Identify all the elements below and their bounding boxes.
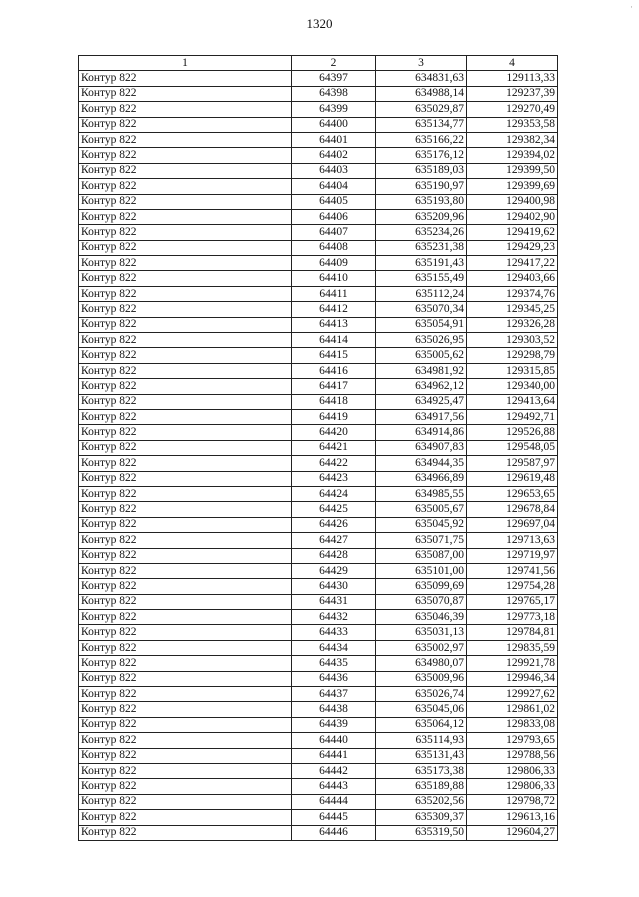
y-coordinate-cell: 129429,23 [467, 240, 558, 255]
table-row [79, 656, 558, 671]
point-number-cell: 64414 [292, 333, 376, 348]
x-coordinate-cell: 634988,14 [376, 86, 467, 101]
contour-name-cell: Контур 822 [79, 209, 292, 224]
y-coordinate-cell: 129788,56 [467, 748, 558, 763]
table-row [79, 810, 558, 825]
corner-mark: · [630, 2, 633, 12]
x-coordinate-cell: 634944,35 [376, 456, 467, 471]
y-coordinate-cell: 129492,71 [467, 409, 558, 424]
x-coordinate-cell: 635070,87 [376, 594, 467, 609]
contour-name-cell: Контур 822 [79, 286, 292, 301]
contour-name-cell: Контур 822 [79, 302, 292, 317]
point-number-cell: 64401 [292, 132, 376, 147]
y-coordinate-cell: 129835,59 [467, 640, 558, 655]
y-coordinate-cell: 129946,34 [467, 671, 558, 686]
table-row [79, 209, 558, 224]
column-header-3: 3 [376, 56, 467, 71]
contour-name-cell: Контур 822 [79, 71, 292, 86]
contour-name-cell: Контур 822 [79, 794, 292, 809]
contour-name-cell: Контур 822 [79, 563, 292, 578]
table-row [79, 640, 558, 655]
contour-name-cell: Контур 822 [79, 625, 292, 640]
contour-name-cell: Контур 822 [79, 132, 292, 147]
y-coordinate-cell: 129806,33 [467, 763, 558, 778]
x-coordinate-cell: 634966,89 [376, 471, 467, 486]
table-row [79, 563, 558, 578]
y-coordinate-cell: 129413,64 [467, 394, 558, 409]
x-coordinate-cell: 635202,56 [376, 794, 467, 809]
point-number-cell: 64434 [292, 640, 376, 655]
point-number-cell: 64443 [292, 779, 376, 794]
y-coordinate-cell: 129604,27 [467, 825, 558, 840]
table-row [79, 625, 558, 640]
contour-name-cell: Контур 822 [79, 333, 292, 348]
y-coordinate-cell: 129399,69 [467, 179, 558, 194]
table-row [79, 117, 558, 132]
y-coordinate-cell: 129754,28 [467, 579, 558, 594]
table-row [79, 409, 558, 424]
x-coordinate-cell: 635045,92 [376, 517, 467, 532]
x-coordinate-cell: 634907,83 [376, 440, 467, 455]
y-coordinate-cell: 129400,98 [467, 194, 558, 209]
x-coordinate-cell: 634831,63 [376, 71, 467, 86]
point-number-cell: 64412 [292, 302, 376, 317]
x-coordinate-cell: 635005,67 [376, 502, 467, 517]
point-number-cell: 64446 [292, 825, 376, 840]
point-number-cell: 64428 [292, 548, 376, 563]
table-row [79, 286, 558, 301]
x-coordinate-cell: 635193,80 [376, 194, 467, 209]
y-coordinate-cell: 129765,17 [467, 594, 558, 609]
coordinates-table [78, 55, 558, 841]
contour-name-cell: Контур 822 [79, 425, 292, 440]
table-row [79, 394, 558, 409]
table-row [79, 271, 558, 286]
table-row [79, 763, 558, 778]
table-row [79, 702, 558, 717]
y-coordinate-cell: 129741,56 [467, 563, 558, 578]
contour-name-cell: Контур 822 [79, 733, 292, 748]
x-coordinate-cell: 635319,50 [376, 825, 467, 840]
y-coordinate-cell: 129793,65 [467, 733, 558, 748]
contour-name-cell: Контур 822 [79, 240, 292, 255]
x-coordinate-cell: 635101,00 [376, 563, 467, 578]
y-coordinate-cell: 129784,81 [467, 625, 558, 640]
y-coordinate-cell: 129298,79 [467, 348, 558, 363]
x-coordinate-cell: 635131,43 [376, 748, 467, 763]
table-row [79, 440, 558, 455]
x-coordinate-cell: 635190,97 [376, 179, 467, 194]
point-number-cell: 64411 [292, 286, 376, 301]
y-coordinate-cell: 129353,58 [467, 117, 558, 132]
y-coordinate-cell: 129345,25 [467, 302, 558, 317]
contour-name-cell: Контур 822 [79, 579, 292, 594]
table-row [79, 71, 558, 86]
point-number-cell: 64435 [292, 656, 376, 671]
point-number-cell: 64416 [292, 363, 376, 378]
table-row [79, 194, 558, 209]
y-coordinate-cell: 129833,08 [467, 717, 558, 732]
point-number-cell: 64441 [292, 748, 376, 763]
table-row [79, 86, 558, 101]
x-coordinate-cell: 635005,62 [376, 348, 467, 363]
point-number-cell: 64422 [292, 456, 376, 471]
contour-name-cell: Контур 822 [79, 656, 292, 671]
point-number-cell: 64415 [292, 348, 376, 363]
contour-name-cell: Контур 822 [79, 779, 292, 794]
contour-name-cell: Контур 822 [79, 440, 292, 455]
table-row [79, 317, 558, 332]
x-coordinate-cell: 634980,07 [376, 656, 467, 671]
y-coordinate-cell: 129619,48 [467, 471, 558, 486]
contour-name-cell: Контур 822 [79, 194, 292, 209]
table-row [79, 163, 558, 178]
table-row [79, 102, 558, 117]
point-number-cell: 64405 [292, 194, 376, 209]
table-row [79, 548, 558, 563]
table-header-row [79, 56, 558, 71]
page-number: 1320 [306, 16, 333, 31]
x-coordinate-cell: 634925,47 [376, 394, 467, 409]
y-coordinate-cell: 129399,50 [467, 163, 558, 178]
x-coordinate-cell: 635189,88 [376, 779, 467, 794]
y-coordinate-cell: 129403,66 [467, 271, 558, 286]
x-coordinate-cell: 635234,26 [376, 225, 467, 240]
x-coordinate-cell: 635029,87 [376, 102, 467, 117]
x-coordinate-cell: 635189,03 [376, 163, 467, 178]
x-coordinate-cell: 635045,06 [376, 702, 467, 717]
point-number-cell: 64406 [292, 209, 376, 224]
y-coordinate-cell: 129402,90 [467, 209, 558, 224]
table-row [79, 610, 558, 625]
x-coordinate-cell: 635099,69 [376, 579, 467, 594]
contour-name-cell: Контур 822 [79, 717, 292, 732]
contour-name-cell: Контур 822 [79, 748, 292, 763]
y-coordinate-cell: 129653,65 [467, 486, 558, 501]
x-coordinate-cell: 634914,86 [376, 425, 467, 440]
x-coordinate-cell: 635087,00 [376, 548, 467, 563]
point-number-cell: 64410 [292, 271, 376, 286]
y-coordinate-cell: 129697,04 [467, 517, 558, 532]
point-number-cell: 64404 [292, 179, 376, 194]
contour-name-cell: Контур 822 [79, 548, 292, 563]
y-coordinate-cell: 129806,33 [467, 779, 558, 794]
x-coordinate-cell: 635031,13 [376, 625, 467, 640]
point-number-cell: 64431 [292, 594, 376, 609]
contour-name-cell: Контур 822 [79, 671, 292, 686]
x-coordinate-cell: 635064,12 [376, 717, 467, 732]
table-row [79, 379, 558, 394]
contour-name-cell: Контур 822 [79, 456, 292, 471]
y-coordinate-cell: 129678,84 [467, 502, 558, 517]
contour-name-cell: Контур 822 [79, 810, 292, 825]
contour-name-cell: Контур 822 [79, 379, 292, 394]
y-coordinate-cell: 129237,39 [467, 86, 558, 101]
y-coordinate-cell: 129382,34 [467, 132, 558, 147]
table-row [79, 687, 558, 702]
y-coordinate-cell: 129719,97 [467, 548, 558, 563]
x-coordinate-cell: 635026,74 [376, 687, 467, 702]
table-row [79, 517, 558, 532]
point-number-cell: 64439 [292, 717, 376, 732]
table-row [79, 825, 558, 840]
table-row [79, 533, 558, 548]
table-row [79, 579, 558, 594]
table-row [79, 363, 558, 378]
y-coordinate-cell: 129315,85 [467, 363, 558, 378]
contour-name-cell: Контур 822 [79, 502, 292, 517]
contour-name-cell: Контур 822 [79, 610, 292, 625]
x-coordinate-cell: 634962,12 [376, 379, 467, 394]
point-number-cell: 64438 [292, 702, 376, 717]
table-row [79, 502, 558, 517]
contour-name-cell: Контур 822 [79, 687, 292, 702]
point-number-cell: 64403 [292, 163, 376, 178]
x-coordinate-cell: 635209,96 [376, 209, 467, 224]
point-number-cell: 64420 [292, 425, 376, 440]
x-coordinate-cell: 634981,92 [376, 363, 467, 378]
y-coordinate-cell: 129394,02 [467, 148, 558, 163]
y-coordinate-cell: 129613,16 [467, 810, 558, 825]
point-number-cell: 64430 [292, 579, 376, 594]
point-number-cell: 64398 [292, 86, 376, 101]
table-row [79, 717, 558, 732]
table-row [79, 594, 558, 609]
table-body [79, 71, 558, 841]
point-number-cell: 64437 [292, 687, 376, 702]
table-row [79, 779, 558, 794]
point-number-cell: 64407 [292, 225, 376, 240]
point-number-cell: 64427 [292, 533, 376, 548]
table-row [79, 471, 558, 486]
y-coordinate-cell: 129921,78 [467, 656, 558, 671]
table-row [79, 256, 558, 271]
point-number-cell: 64429 [292, 563, 376, 578]
y-coordinate-cell: 129270,49 [467, 102, 558, 117]
contour-name-cell: Контур 822 [79, 394, 292, 409]
y-coordinate-cell: 129340,00 [467, 379, 558, 394]
contour-name-cell: Контур 822 [79, 225, 292, 240]
contour-name-cell: Контур 822 [79, 86, 292, 101]
point-number-cell: 64421 [292, 440, 376, 455]
x-coordinate-cell: 635173,38 [376, 763, 467, 778]
table-row [79, 348, 558, 363]
point-number-cell: 64442 [292, 763, 376, 778]
contour-name-cell: Контур 822 [79, 409, 292, 424]
point-number-cell: 64444 [292, 794, 376, 809]
table-row [79, 794, 558, 809]
contour-name-cell: Контур 822 [79, 825, 292, 840]
x-coordinate-cell: 634985,55 [376, 486, 467, 501]
y-coordinate-cell: 129927,62 [467, 687, 558, 702]
x-coordinate-cell: 635070,34 [376, 302, 467, 317]
contour-name-cell: Контур 822 [79, 471, 292, 486]
x-coordinate-cell: 635231,38 [376, 240, 467, 255]
x-coordinate-cell: 635002,97 [376, 640, 467, 655]
point-number-cell: 64417 [292, 379, 376, 394]
contour-name-cell: Контур 822 [79, 102, 292, 117]
point-number-cell: 64397 [292, 71, 376, 86]
point-number-cell: 64426 [292, 517, 376, 532]
contour-name-cell: Контур 822 [79, 486, 292, 501]
contour-name-cell: Контур 822 [79, 271, 292, 286]
x-coordinate-cell: 634917,56 [376, 409, 467, 424]
y-coordinate-cell: 129526,88 [467, 425, 558, 440]
point-number-cell: 64433 [292, 625, 376, 640]
y-coordinate-cell: 129713,63 [467, 533, 558, 548]
point-number-cell: 64440 [292, 733, 376, 748]
contour-name-cell: Контур 822 [79, 256, 292, 271]
contour-name-cell: Контур 822 [79, 363, 292, 378]
table-row [79, 240, 558, 255]
table-row [79, 456, 558, 471]
contour-name-cell: Контур 822 [79, 533, 292, 548]
point-number-cell: 64445 [292, 810, 376, 825]
table-row [79, 733, 558, 748]
y-coordinate-cell: 129113,33 [467, 71, 558, 86]
y-coordinate-cell: 129326,28 [467, 317, 558, 332]
x-coordinate-cell: 635026,95 [376, 333, 467, 348]
x-coordinate-cell: 635191,43 [376, 256, 467, 271]
x-coordinate-cell: 635054,91 [376, 317, 467, 332]
contour-name-cell: Контур 822 [79, 640, 292, 655]
point-number-cell: 64409 [292, 256, 376, 271]
point-number-cell: 64436 [292, 671, 376, 686]
point-number-cell: 64413 [292, 317, 376, 332]
point-number-cell: 64408 [292, 240, 376, 255]
y-coordinate-cell: 129548,05 [467, 440, 558, 455]
x-coordinate-cell: 635166,22 [376, 132, 467, 147]
contour-name-cell: Контур 822 [79, 163, 292, 178]
contour-name-cell: Контур 822 [79, 348, 292, 363]
x-coordinate-cell: 635112,24 [376, 286, 467, 301]
x-coordinate-cell: 635309,37 [376, 810, 467, 825]
column-header-4: 4 [467, 56, 558, 71]
point-number-cell: 64432 [292, 610, 376, 625]
point-number-cell: 64418 [292, 394, 376, 409]
table-row [79, 179, 558, 194]
point-number-cell: 64402 [292, 148, 376, 163]
table-row [79, 486, 558, 501]
contour-name-cell: Контур 822 [79, 317, 292, 332]
contour-name-cell: Контур 822 [79, 148, 292, 163]
point-number-cell: 64423 [292, 471, 376, 486]
table-row [79, 148, 558, 163]
point-number-cell: 64399 [292, 102, 376, 117]
y-coordinate-cell: 129374,76 [467, 286, 558, 301]
column-header-1: 1 [79, 56, 292, 71]
point-number-cell: 64419 [292, 409, 376, 424]
y-coordinate-cell: 129587,97 [467, 456, 558, 471]
contour-name-cell: Контур 822 [79, 763, 292, 778]
table-row [79, 333, 558, 348]
contour-name-cell: Контур 822 [79, 594, 292, 609]
table-row [79, 132, 558, 147]
point-number-cell: 64425 [292, 502, 376, 517]
y-coordinate-cell: 129417,22 [467, 256, 558, 271]
x-coordinate-cell: 635176,12 [376, 148, 467, 163]
table-row [79, 225, 558, 240]
table-row [79, 748, 558, 763]
contour-name-cell: Контур 822 [79, 179, 292, 194]
x-coordinate-cell: 635009,96 [376, 671, 467, 686]
table-row [79, 302, 558, 317]
y-coordinate-cell: 129419,62 [467, 225, 558, 240]
table-row [79, 671, 558, 686]
y-coordinate-cell: 129303,52 [467, 333, 558, 348]
x-coordinate-cell: 635134,77 [376, 117, 467, 132]
x-coordinate-cell: 635071,75 [376, 533, 467, 548]
point-number-cell: 64400 [292, 117, 376, 132]
y-coordinate-cell: 129773,18 [467, 610, 558, 625]
x-coordinate-cell: 635114,93 [376, 733, 467, 748]
x-coordinate-cell: 635046,39 [376, 610, 467, 625]
contour-name-cell: Контур 822 [79, 702, 292, 717]
contour-name-cell: Контур 822 [79, 117, 292, 132]
point-number-cell: 64424 [292, 486, 376, 501]
y-coordinate-cell: 129861,02 [467, 702, 558, 717]
column-header-2: 2 [292, 56, 376, 71]
table-row [79, 425, 558, 440]
contour-name-cell: Контур 822 [79, 517, 292, 532]
x-coordinate-cell: 635155,49 [376, 271, 467, 286]
y-coordinate-cell: 129798,72 [467, 794, 558, 809]
